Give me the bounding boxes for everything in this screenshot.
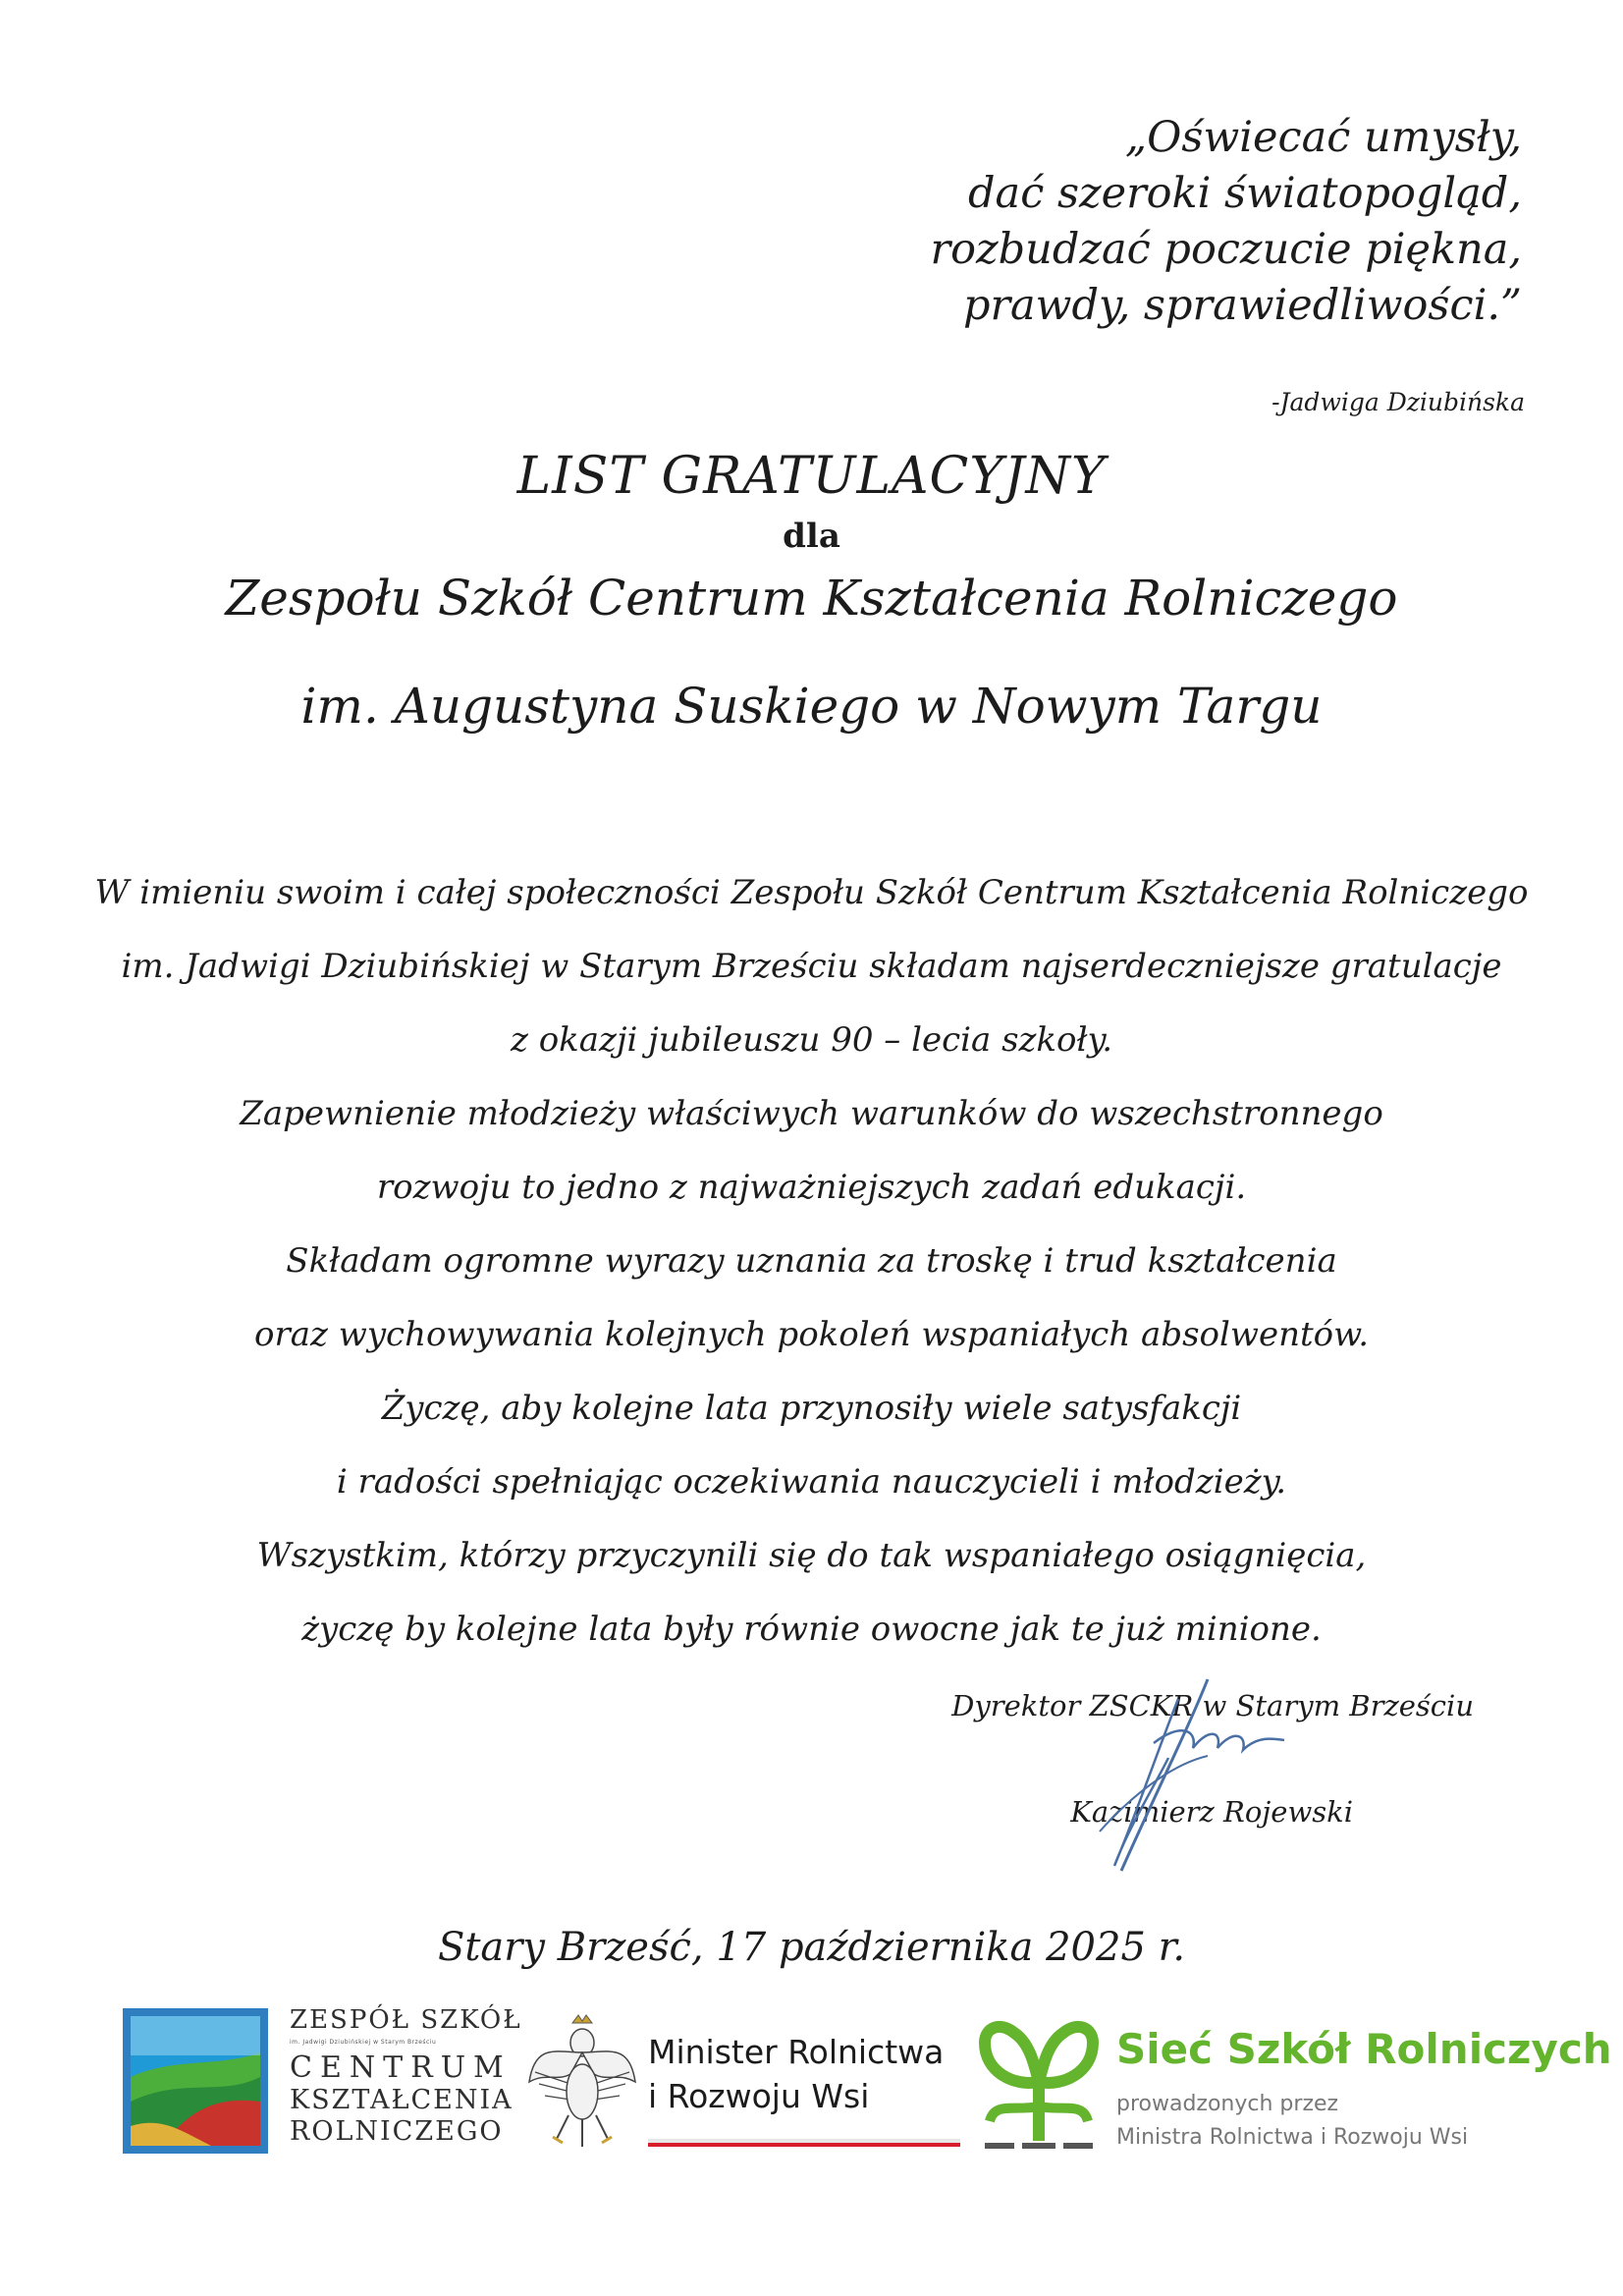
quote-author: -Jadwiga Dziubińska: [1271, 388, 1525, 416]
handwritten-signature: [1060, 1669, 1316, 1886]
network-subtitle-line1: prowadzonych przez: [1116, 2092, 1339, 2116]
network-subtitle-line2: Ministra Rolnictwa i Rozwoju Wsi: [1116, 2125, 1469, 2150]
body-line: Składam ogromne wyrazy uznania za troskę i trud kształcenia: [286, 1241, 1337, 1281]
body-line: Życzę, aby kolejne lata przynosiły wiele satysfakcji: [381, 1389, 1242, 1428]
ministry-flag-bar: [648, 2139, 960, 2147]
document-title: LIST GRATULACYJNY: [516, 447, 1107, 506]
recipient-name-line1: Zespołu Szkół Centrum Kształcenia Rolniczego: [225, 570, 1398, 627]
network-sprout-logo: [975, 2013, 1103, 2153]
quote-line: prawdy, sprawiedliwości.”: [962, 281, 1522, 330]
network-title: Sieć Szkół Rolniczych: [1116, 2025, 1612, 2073]
quote-line: dać szeroki światopogląd,: [968, 169, 1522, 218]
body-line: i radości spełniając oczekiwania nauczycieli i młodzieży.: [336, 1462, 1287, 1502]
body-line: W imieniu swoim i całej społeczności Zespołu Szkół Centrum Kształcenia Rolniczego: [94, 873, 1529, 912]
zsckr-line3: KSZTAŁCENIA: [290, 2085, 514, 2115]
body-line: Wszystkim, którzy przyczynili się do tak wspaniałego osiągnięcia,: [256, 1536, 1367, 1575]
zsckr-line1: ZESPÓŁ SZKÓŁ: [290, 2005, 522, 2035]
recipient-preposition: dla: [783, 517, 840, 556]
ministry-name-line2: i Rozwoju Wsi: [648, 2077, 870, 2115]
signatory-name: Kazimierz Rojewski: [1070, 1795, 1353, 1829]
body-line: oraz wychowywania kolejnych pokoleń wspaniałych absolwentów.: [254, 1315, 1369, 1354]
polish-eagle-emblem: [527, 2013, 637, 2151]
zsckr-line4: ROLNICZEGO: [290, 2116, 504, 2147]
signatory-role: Dyrektor ZSCKR w Starym Brześciu: [951, 1689, 1474, 1722]
quote-line: „Oświecać umysły,: [1124, 113, 1522, 162]
epigraph-quote: [835, 110, 1522, 334]
zsckr-line2: CENTRUM: [290, 2050, 512, 2085]
body-line: z okazji jubileuszu 90 – lecia szkoły.: [510, 1020, 1113, 1060]
body-line: rozwoju to jedno z najważniejszych zadań edukacji.: [376, 1168, 1247, 1207]
recipient-name-line2: im. Augustyna Suskiego w Nowym Targu: [300, 678, 1323, 735]
zsckr-small-line: im. Jadwigi Dziubińskiej w Starym Brześciu: [290, 2039, 437, 2046]
body-line: życzę by kolejne lata były równie owocne jak te już minione.: [301, 1610, 1322, 1649]
footer-logos: [123, 1994, 1612, 2151]
body-line: im. Jadwigi Dziubińskiej w Starym Brześciu składam najserdeczniejsze gratulacje: [121, 947, 1502, 986]
zsckr-landscape-logo: [123, 2008, 268, 2154]
ministry-name-line1: Minister Rolnictwa: [648, 2033, 945, 2071]
quote-line: rozbudzać poczucie piękna,: [930, 225, 1522, 274]
place-and-date: Stary Brześć, 17 października 2025 r.: [437, 1925, 1186, 1970]
body-line: Zapewnienie młodzieży właściwych warunków do wszechstronnego: [240, 1094, 1383, 1133]
letter-body: [0, 856, 1623, 1667]
